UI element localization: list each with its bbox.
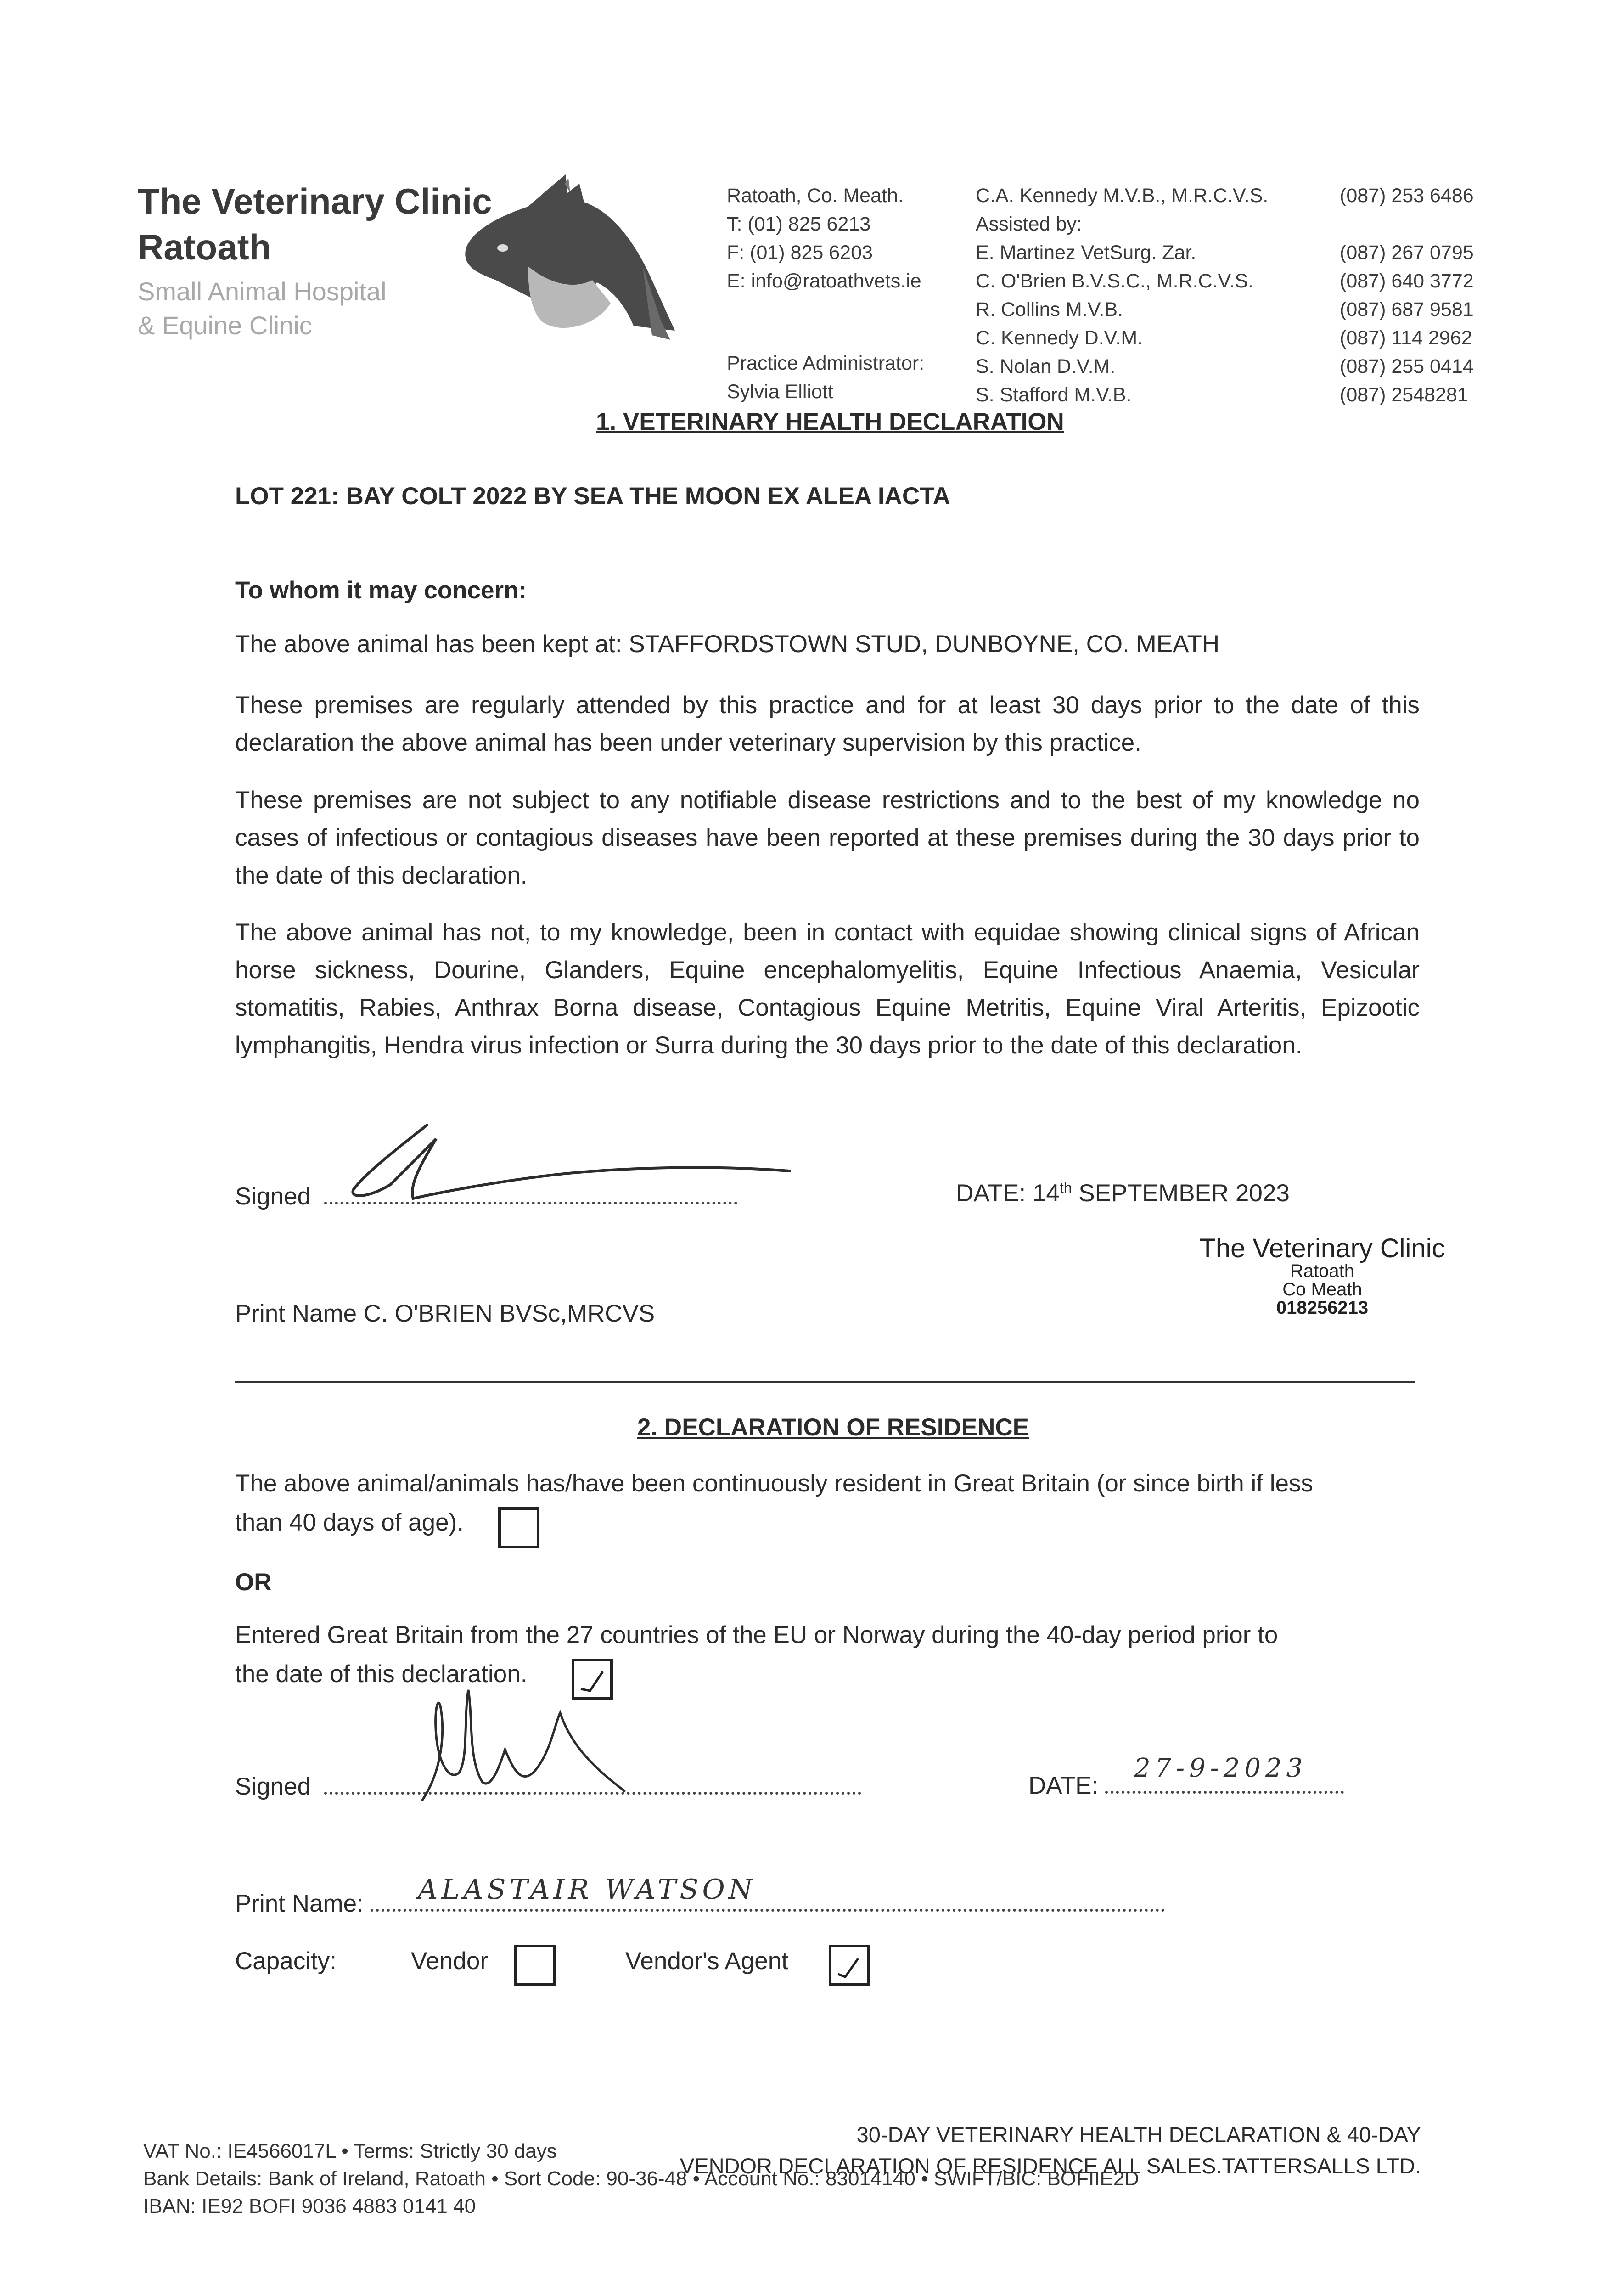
footer-vat-terms: VAT No.: IE4566017L • Terms: Strictly 30 days (143, 2140, 557, 2162)
staff-name: C.A. Kennedy M.V.B., M.R.C.V.S. (976, 185, 1269, 207)
vendor-checkbox[interactable] (514, 1945, 556, 1986)
practice-admin-label: Practice Administrator: (727, 352, 925, 374)
clinic-name-line2: Ratoath (138, 227, 271, 267)
vendors-agent-checkbox[interactable] (829, 1945, 870, 1986)
address-line: Ratoath, Co. Meath. (727, 185, 904, 207)
vendor-print-name-handwritten: ALASTAIR WATSON (418, 1874, 757, 1906)
staff-phone: (087) 640 3772 (1340, 270, 1474, 292)
signed-label: Signed (235, 1773, 311, 1800)
staff-phones (1340, 181, 1474, 409)
staff-phone: (087) 253 6486 (1340, 185, 1474, 207)
stamp-line1: The Veterinary Clinic (1199, 1233, 1445, 1263)
clinic-name (138, 178, 492, 270)
date-label: DATE: (1028, 1772, 1099, 1799)
kept-at-statement: The above animal has been kept at: STAFFORDSTOWN STUD, DUNBOYNE, CO. MEATH (235, 630, 1220, 658)
vet-signature (340, 1116, 799, 1221)
date-label: DATE: (956, 1180, 1026, 1207)
residence-option1-line1: The above animal/animals has/have been continuously resident in Great Britain (or since birth if less (235, 1470, 1313, 1497)
staff-phone: (087) 267 0795 (1340, 242, 1474, 264)
staff-list (976, 181, 1268, 409)
staff-name: E. Martinez VetSurg. Zar. (976, 242, 1196, 264)
paragraph-no-contact: The above animal has not, to my knowledge, been in contact with equidae showing clinical signs of African horse sickness, Dourine, Glanders, Equine encephalomyelitis, Equine Infectious Anaemia, Vesicular stomatitis, Rabies, Anthrax Borna disease, Contagious Equine Metritis, Equine Viral Arteritis, Epizootic lymphangitis, Hendra virus infection or Surra during the 30 days prior to the date of this declaration. (235, 919, 1420, 1059)
lot-description: LOT 221: BAY COLT 2022 BY SEA THE MOON EX ALEA IACTA (235, 483, 950, 510)
residence-option1-line2: than 40 days of age). (235, 1509, 464, 1536)
staff-name: C. Kennedy D.V.M. (976, 327, 1143, 349)
stamp-line2: Ratoath (1290, 1261, 1355, 1281)
section2-title: 2. DECLARATION OF RESIDENCE (637, 1414, 1029, 1441)
staff-phone: (087) 255 0414 (1340, 355, 1474, 377)
date-rest: SEPTEMBER 2023 (1078, 1180, 1290, 1207)
staff-name: S. Stafford M.V.B. (976, 384, 1132, 406)
staff-phone: (087) 114 2962 (1340, 327, 1472, 349)
capacity-label: Capacity: (235, 1947, 337, 1975)
footer-right (680, 2119, 1421, 2182)
clinic-name-line1: The Veterinary Clinic (138, 181, 492, 221)
clinic-address (727, 181, 921, 295)
signed-label: Signed (235, 1183, 311, 1210)
clinic-stamp (1185, 1235, 1460, 1317)
address-line: F: (01) 825 6203 (727, 242, 873, 264)
address-line: T: (01) 825 6213 (727, 213, 871, 235)
or-label: OR (235, 1569, 272, 1596)
practice-administrator (727, 349, 924, 406)
date-dotted-line (1105, 1785, 1344, 1794)
vendor-label: Vendor (411, 1947, 488, 1975)
footer-declaration-line1: 30-DAY VETERINARY HEALTH DECLARATION & 40-DAY (856, 2122, 1421, 2147)
vendor-date-handwritten: 27-9-2023 (1134, 1753, 1308, 1783)
section1-title: 1. VETERINARY HEALTH DECLARATION (596, 408, 1064, 435)
horse-head-logo-icon (459, 174, 689, 344)
stamp-line4: 018256213 (1276, 1298, 1369, 1318)
clinic-subtitle (138, 275, 387, 343)
vendor-signature (413, 1681, 652, 1809)
residence-option2-line1: Entered Great Britain from the 27 countries of the EU or Norway during the 40-day period prior to (235, 1621, 1278, 1649)
staff-name: C. O'Brien B.V.S.C., M.R.C.V.S. (976, 270, 1253, 292)
print-name-label: Print Name: (235, 1890, 364, 1917)
clinic-sub-line1: Small Animal Hospital (138, 277, 387, 306)
date-day: 14 (1032, 1180, 1060, 1207)
practice-admin-name: Sylvia Elliott (727, 381, 833, 403)
stamp-line3: Co Meath (1282, 1279, 1362, 1300)
address-line: E: info@ratoathvets.ie (727, 270, 921, 292)
footer-bank-details: Bank Details: Bank of Ireland, Ratoath • Sort Code: 90-36-48 • Account No.: 83014140 • SWIFT/BIC: BOFIIE2D (143, 2167, 1140, 2190)
clinic-sub-line2: & Equine Clinic (138, 311, 312, 340)
footer-iban: IBAN: IE92 BOFI 9036 4883 0141 40 (143, 2195, 476, 2217)
staff-phone: (087) 687 9581 (1340, 298, 1474, 321)
residence-option2-line2: the date of this declaration. (235, 1660, 528, 1688)
date-suffix: th (1059, 1179, 1072, 1196)
section-divider (235, 1381, 1415, 1383)
paragraph-no-disease: These premises are not subject to any notifiable disease restrictions and to the best of my knowledge no cases of infectious or contagious diseases have been reported at these premises during the 30 days prior to the date of this declaration. (235, 787, 1420, 889)
checkmark-icon (831, 1947, 867, 1983)
staff-name: Assisted by: (976, 213, 1082, 235)
staff-name: R. Collins M.V.B. (976, 298, 1123, 321)
staff-phone (1340, 210, 1474, 238)
staff-name: S. Nolan D.V.M. (976, 355, 1116, 377)
footer-declaration-line2: VENDOR DECLARATION OF RESIDENCE ALL SALES.TATTERSALLS LTD. (680, 2154, 1421, 2178)
vet-print-name: Print Name C. O'BRIEN BVSc,MRCVS (235, 1300, 655, 1327)
vendors-agent-label: Vendor's Agent (625, 1947, 788, 1975)
vet-date (956, 1179, 1290, 1207)
salutation: To whom it may concern: (235, 577, 527, 604)
staff-phone: (087) 2548281 (1340, 384, 1468, 406)
resident-gb-checkbox[interactable] (498, 1507, 539, 1548)
paragraph-supervision: These premises are regularly attended by this practice and for at least 30 days prior to the date of this declaration the above animal has been under veterinary supervision by this practice. (235, 692, 1420, 756)
